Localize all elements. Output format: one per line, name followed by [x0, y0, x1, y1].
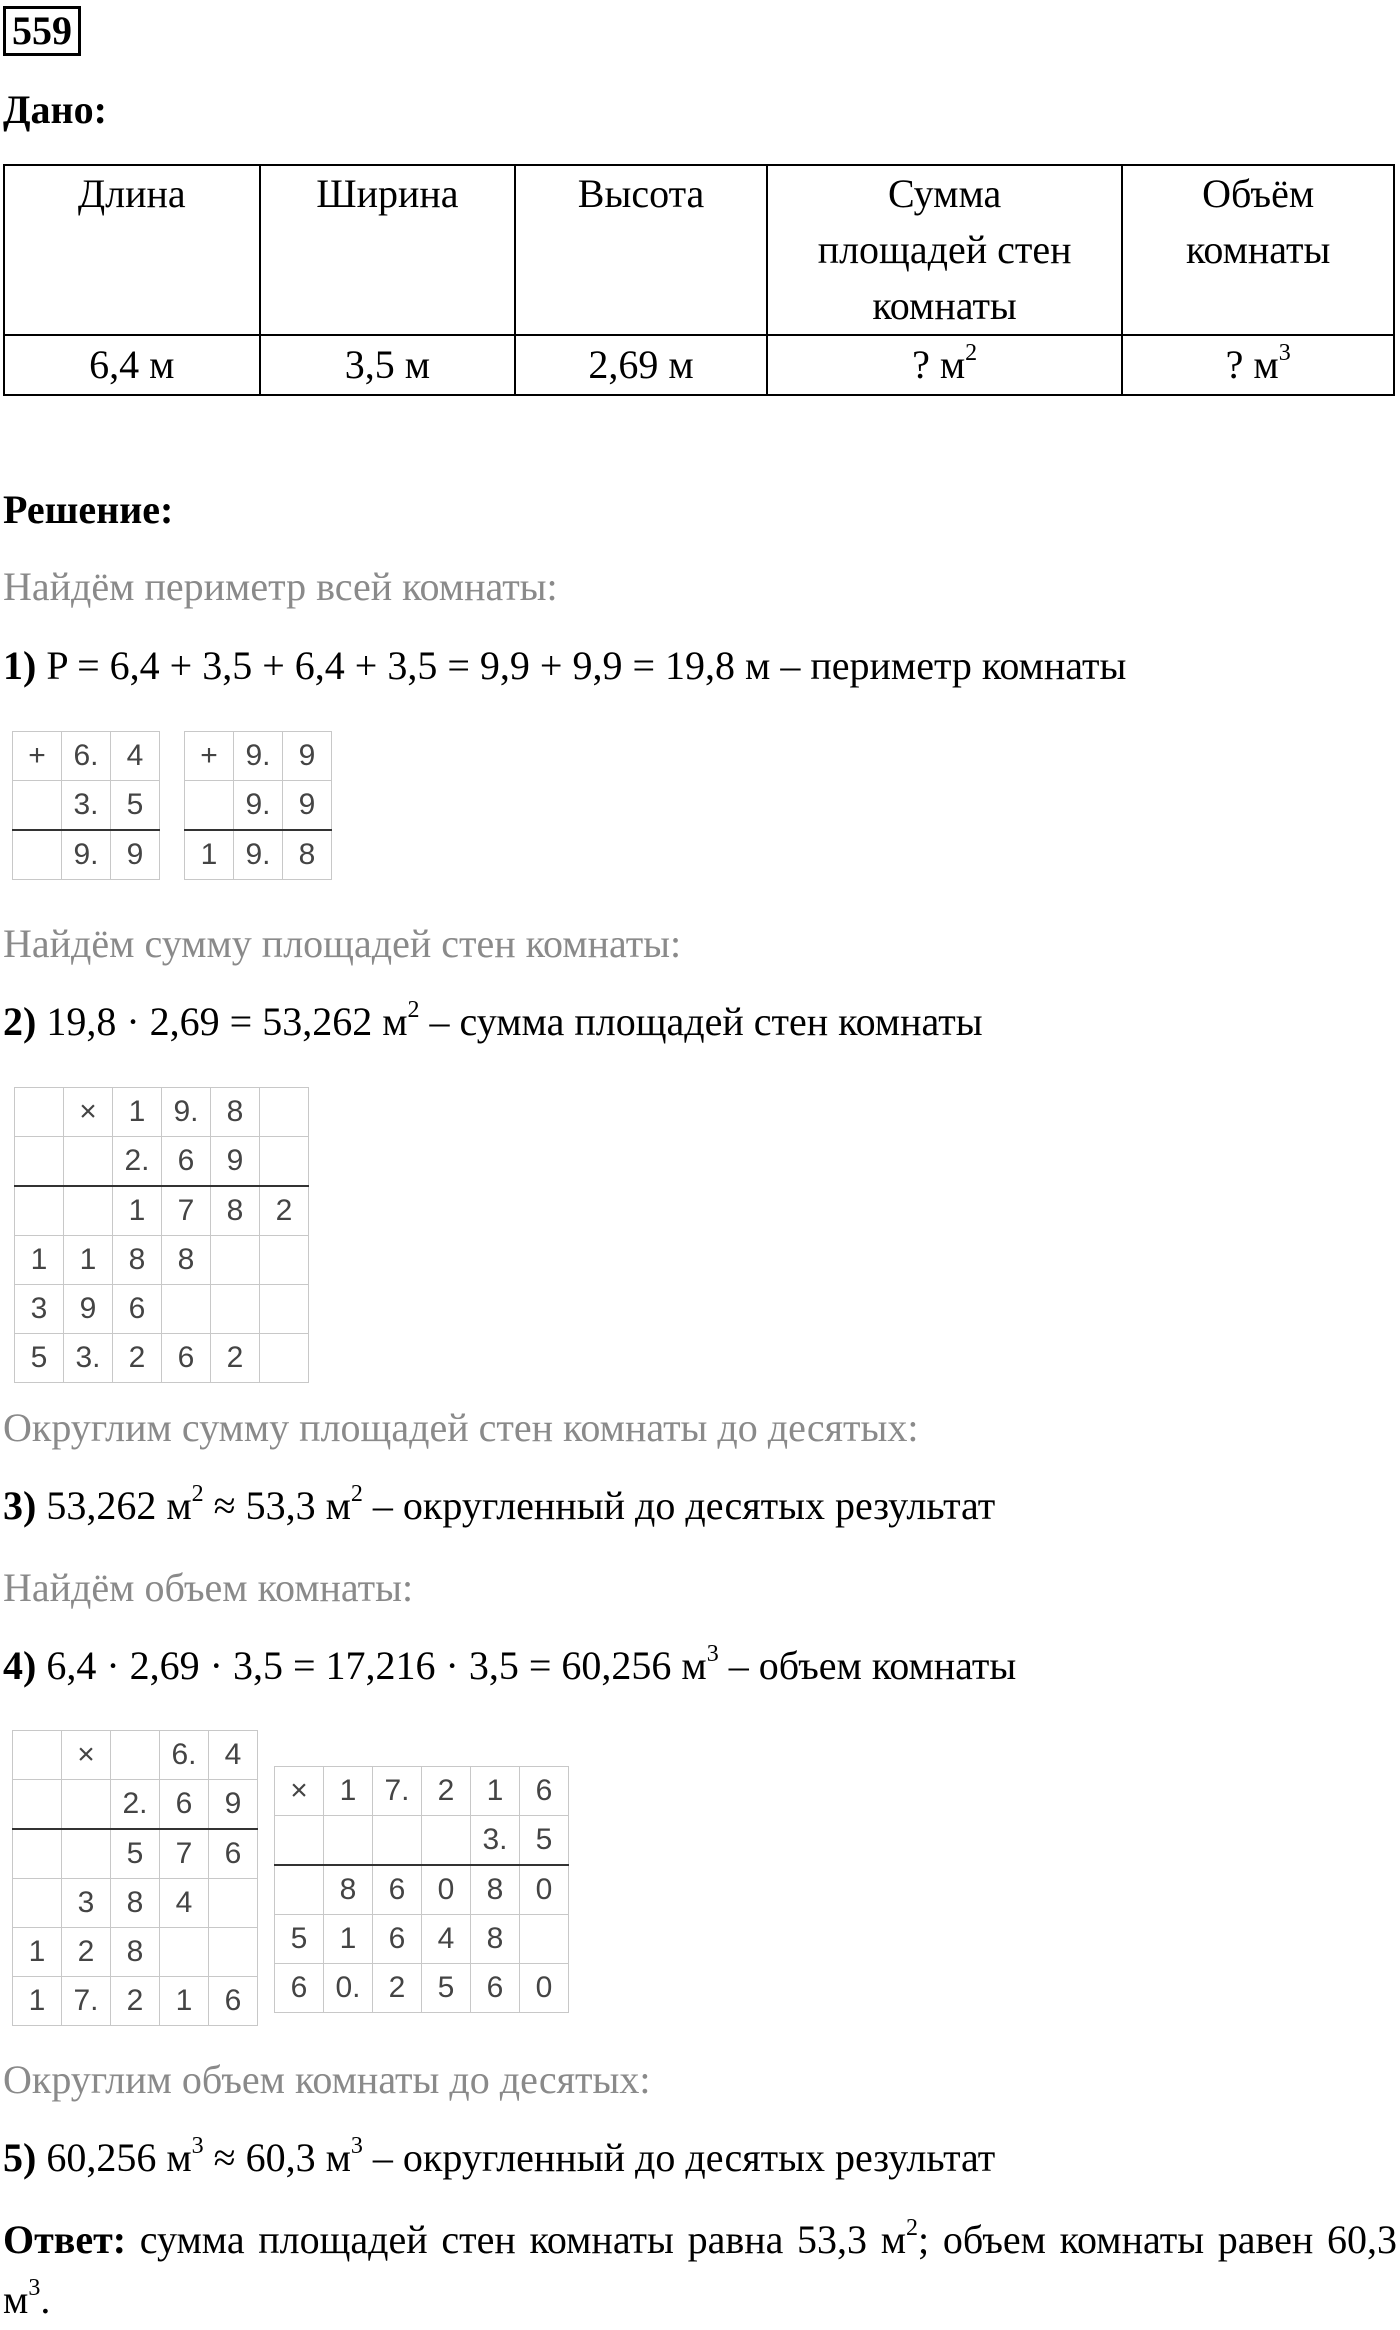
calc-cell: 0. — [324, 1964, 373, 2013]
calc-cell: 2 — [62, 1928, 111, 1977]
value-width — [260, 335, 516, 395]
header-width-line: Ширина — [316, 171, 459, 216]
calc-multiplication-2 — [12, 1730, 258, 2026]
value-walls-area — [767, 335, 1122, 395]
calc-cell: 7. — [62, 1977, 111, 2026]
calc-cell: 1 — [160, 1977, 209, 2026]
step-2-exponent: 2 — [407, 997, 420, 1023]
calc-cell: 4 — [209, 1731, 258, 1780]
calc-row — [13, 1879, 258, 1928]
calc-cell: 7 — [160, 1829, 209, 1879]
calc-cell: 5 — [422, 1964, 471, 2013]
calc-cell: 9. — [234, 732, 283, 781]
calc-cell: 2. — [113, 1137, 162, 1187]
calc-row — [15, 1186, 309, 1236]
calc-cell — [64, 1137, 113, 1187]
calc-addition-1 — [12, 731, 160, 880]
calc-cell: 9 — [209, 1780, 258, 1830]
calc-row — [15, 1236, 309, 1285]
calc-row — [13, 830, 160, 880]
answer-text-c: . — [40, 2277, 51, 2322]
header-walls-area-line-3: комнаты — [872, 283, 1017, 328]
calc-row — [13, 1829, 258, 1879]
calc-cell: 2 — [111, 1977, 160, 2026]
calc-cell: 6 — [373, 1865, 422, 1915]
calc-row — [185, 830, 332, 880]
answer — [3, 2210, 1397, 2330]
step-5-text-c: – округленный до десятых результат — [362, 2135, 996, 2180]
value-walls-area-text: ? м — [912, 342, 966, 387]
calc-cell: 8 — [471, 1865, 520, 1915]
calc-cell: 2 — [260, 1186, 309, 1236]
step-3-exponent-a: 2 — [191, 1481, 204, 1507]
calc-row — [13, 1928, 258, 1977]
calc-cell: 3. — [471, 1816, 520, 1866]
calc-cell: × — [64, 1088, 113, 1137]
header-width — [260, 165, 516, 335]
step-4-text-a: 6,4 · 2,69 · 3,5 = 17,216 · 3,5 = 60,256 м — [46, 1643, 707, 1688]
calc-cell — [15, 1137, 64, 1187]
calc-cell: 1 — [185, 830, 234, 880]
calc-cell: 2 — [113, 1334, 162, 1383]
step-3-text-a: 53,262 м — [46, 1483, 192, 1528]
calc-row — [13, 732, 160, 781]
header-volume — [1122, 165, 1394, 335]
calc-cell: 8 — [211, 1186, 260, 1236]
answer-text-a: сумма площадей стен комнаты равна 53,3 м — [126, 2217, 907, 2262]
calc-cell: 6 — [160, 1780, 209, 1830]
calc-cell — [15, 1088, 64, 1137]
calc-cell: × — [62, 1731, 111, 1780]
step-5-exponent-a: 3 — [191, 2133, 204, 2159]
calc-cell — [211, 1236, 260, 1285]
calc-cell: 6 — [209, 1977, 258, 2026]
calc-cell — [422, 1816, 471, 1866]
calc-cell: 8 — [324, 1865, 373, 1915]
calc-cell: 5 — [15, 1334, 64, 1383]
calc-cell: 6 — [162, 1137, 211, 1187]
calc-cell: 0 — [520, 1865, 569, 1915]
header-height-line: Высота — [577, 171, 705, 216]
calc-row — [185, 732, 332, 781]
answer-exponent-b: 3 — [28, 2275, 41, 2301]
calc-cell — [260, 1088, 309, 1137]
calc-row — [15, 1285, 309, 1334]
step-4-intro: Найдём объем комнаты: — [3, 1565, 414, 1610]
calc-cell: 8 — [111, 1879, 160, 1928]
step-3-text-b: ≈ 53,3 м — [203, 1483, 351, 1528]
calc-cell — [62, 1829, 111, 1879]
calc-cell: 5 — [111, 1829, 160, 1879]
step-2-text-b: – сумма площадей стен комнаты — [419, 999, 983, 1044]
calc-cell: 6 — [373, 1915, 422, 1964]
step-3-line — [3, 1482, 995, 1529]
step-4-text-b: – объем комнаты — [718, 1643, 1017, 1688]
calc-cell: 8 — [211, 1088, 260, 1137]
header-length — [4, 165, 260, 335]
calc-cell: 2 — [422, 1767, 471, 1816]
calc-row — [275, 1915, 569, 1964]
calc-row — [185, 781, 332, 831]
step-4-exponent: 3 — [706, 1641, 719, 1667]
step-3-exponent-b: 2 — [350, 1481, 363, 1507]
calc-cell — [260, 1137, 309, 1187]
calc-cell: 4 — [422, 1915, 471, 1964]
calc-cell: 8 — [283, 830, 332, 880]
calc-multiplication-1 — [14, 1087, 309, 1383]
calc-cell — [162, 1285, 211, 1334]
header-volume-line-1: Объём — [1202, 171, 1315, 216]
step-1-intro: Найдём периметр всей комнаты: — [3, 564, 558, 609]
calc-cell — [260, 1285, 309, 1334]
given-label: Дано: — [3, 87, 107, 132]
calc-cell: 3 — [15, 1285, 64, 1334]
calc-cell: 9. — [234, 781, 283, 831]
calc-cell — [275, 1865, 324, 1915]
calc-cell: 3 — [62, 1879, 111, 1928]
calc-cell: 2 — [373, 1964, 422, 2013]
step-5-text-a: 60,256 м — [46, 2135, 192, 2180]
calc-cell: 1 — [13, 1977, 62, 2026]
calc-cell — [13, 830, 62, 880]
calc-cell: 9 — [211, 1137, 260, 1187]
problem-number: 559 — [3, 6, 81, 56]
calc-cell: 6 — [275, 1964, 324, 2013]
step-1-text: P = 6,4 + 3,5 + 6,4 + 3,5 = 9,9 + 9,9 = 19,8 м – периметр комнаты — [46, 643, 1127, 688]
step-2-text-a: 19,8 · 2,69 = 53,262 м — [46, 999, 408, 1044]
calc-cell: 2. — [111, 1780, 160, 1830]
given-table — [3, 164, 1395, 396]
calc-cell — [13, 1829, 62, 1879]
calc-addition-2 — [184, 731, 332, 880]
calc-cell: 7 — [162, 1186, 211, 1236]
calc-cell — [260, 1334, 309, 1383]
step-3-text-c: – округленный до десятых результат — [362, 1483, 996, 1528]
calc-row — [13, 1977, 258, 2026]
calc-cell — [13, 1879, 62, 1928]
calc-cell: 6. — [160, 1731, 209, 1780]
calc-cell: 1 — [13, 1928, 62, 1977]
step-3-intro: Округлим сумму площадей стен комнаты до десятых: — [3, 1405, 919, 1450]
value-volume — [1122, 335, 1394, 395]
step-5-exponent-b: 3 — [350, 2133, 363, 2159]
value-walls-area-exponent: 2 — [965, 340, 978, 366]
step-2-number: 2) — [3, 999, 37, 1044]
calc-cell — [64, 1186, 113, 1236]
calc-cell — [275, 1816, 324, 1866]
calc-cell: 6 — [162, 1334, 211, 1383]
calc-row — [13, 1731, 258, 1780]
calc-cell: 1 — [113, 1186, 162, 1236]
calc-cell: 3. — [62, 781, 111, 831]
calc-cell — [185, 781, 234, 831]
calc-row — [15, 1088, 309, 1137]
calc-row — [275, 1964, 569, 2013]
value-length-text: 6,4 м — [89, 342, 175, 387]
calc-cell: 1 — [324, 1915, 373, 1964]
step-5-intro: Округлим объем комнаты до десятых: — [3, 2057, 651, 2102]
step-4-line — [3, 1642, 1016, 1689]
calc-cell: 1 — [15, 1236, 64, 1285]
answer-exponent-a: 2 — [906, 2215, 919, 2241]
header-walls-area — [767, 165, 1122, 335]
calc-cell — [111, 1731, 160, 1780]
calc-cell — [15, 1186, 64, 1236]
calc-cell: + — [185, 732, 234, 781]
calc-cell: 9. — [62, 830, 111, 880]
header-height — [515, 165, 767, 335]
calc-cell: 1 — [64, 1236, 113, 1285]
answer-text-b: ; объем комнаты равен 60,3 м — [3, 2217, 1397, 2322]
given-table-value-row — [4, 335, 1394, 395]
step-5-text-b: ≈ 60,3 м — [203, 2135, 351, 2180]
value-width-text: 3,5 м — [344, 342, 431, 387]
calc-multiplication-3 — [274, 1766, 569, 2013]
calc-row — [275, 1816, 569, 1866]
calc-cell: 5 — [111, 781, 160, 831]
step-1-line — [3, 642, 1126, 689]
calc-cell: 6 — [520, 1767, 569, 1816]
calc-cell: 4 — [160, 1879, 209, 1928]
solution-label: Решение: — [3, 487, 174, 532]
calc-cell — [324, 1816, 373, 1866]
calc-cell: 6 — [113, 1285, 162, 1334]
calc-cell: 8 — [162, 1236, 211, 1285]
calc-cell: 9. — [234, 830, 283, 880]
header-volume-line-2: комнаты — [1185, 227, 1331, 272]
calc-cell: 7. — [373, 1767, 422, 1816]
calc-cell — [13, 781, 62, 831]
calc-cell: 6. — [62, 732, 111, 781]
step-4-number: 4) — [3, 1643, 37, 1688]
calc-cell: 1 — [113, 1088, 162, 1137]
calc-cell: 8 — [471, 1915, 520, 1964]
calc-cell: 9 — [283, 781, 332, 831]
calc-cell: 3. — [64, 1334, 113, 1383]
calc-cell — [160, 1928, 209, 1977]
value-length — [4, 335, 260, 395]
calc-cell: 9 — [64, 1285, 113, 1334]
step-3-number: 3) — [3, 1483, 37, 1528]
calc-cell: 2 — [211, 1334, 260, 1383]
calc-row — [275, 1767, 569, 1816]
calc-cell — [260, 1236, 309, 1285]
calc-cell: 0 — [422, 1865, 471, 1915]
calc-row — [15, 1137, 309, 1187]
step-5-line — [3, 2134, 995, 2181]
calc-cell — [520, 1915, 569, 1964]
calc-cell: 5 — [275, 1915, 324, 1964]
calc-cell: 6 — [471, 1964, 520, 2013]
calc-cell: 4 — [111, 732, 160, 781]
value-height-text: 2,69 м — [588, 342, 694, 387]
calc-cell: 1 — [324, 1767, 373, 1816]
calc-cell — [373, 1816, 422, 1866]
value-volume-exponent: 3 — [1278, 340, 1291, 366]
calc-cell: 5 — [520, 1816, 569, 1866]
value-height — [515, 335, 767, 395]
header-length-line: Длина — [77, 171, 186, 216]
calc-cell: 8 — [111, 1928, 160, 1977]
header-walls-area-line-1: Сумма — [887, 171, 1002, 216]
calc-cell: + — [13, 732, 62, 781]
calc-row — [15, 1334, 309, 1383]
calc-cell — [209, 1928, 258, 1977]
calc-cell: 9 — [283, 732, 332, 781]
step-5-number: 5) — [3, 2135, 37, 2180]
calc-cell — [13, 1780, 62, 1830]
calc-cell: 1 — [471, 1767, 520, 1816]
calc-cell — [211, 1285, 260, 1334]
calc-cell — [209, 1879, 258, 1928]
calc-cell — [62, 1780, 111, 1830]
header-walls-area-line-2: площадей стен — [817, 227, 1072, 272]
value-volume-text: ? м — [1225, 342, 1279, 387]
calc-cell: 9. — [162, 1088, 211, 1137]
calc-cell — [13, 1731, 62, 1780]
calc-row — [275, 1865, 569, 1915]
step-2-intro: Найдём сумму площадей стен комнаты: — [3, 921, 682, 966]
calc-row — [13, 1780, 258, 1830]
calc-cell: 0 — [520, 1964, 569, 2013]
calc-cell: 6 — [209, 1829, 258, 1879]
calc-cell: 8 — [113, 1236, 162, 1285]
answer-label: Ответ: — [3, 2217, 127, 2262]
calc-cell: 9 — [111, 830, 160, 880]
calc-cell: × — [275, 1767, 324, 1816]
step-2-line — [3, 998, 983, 1045]
step-1-number: 1) — [3, 643, 37, 688]
calc-row — [13, 781, 160, 831]
given-table-header-row — [4, 165, 1394, 335]
